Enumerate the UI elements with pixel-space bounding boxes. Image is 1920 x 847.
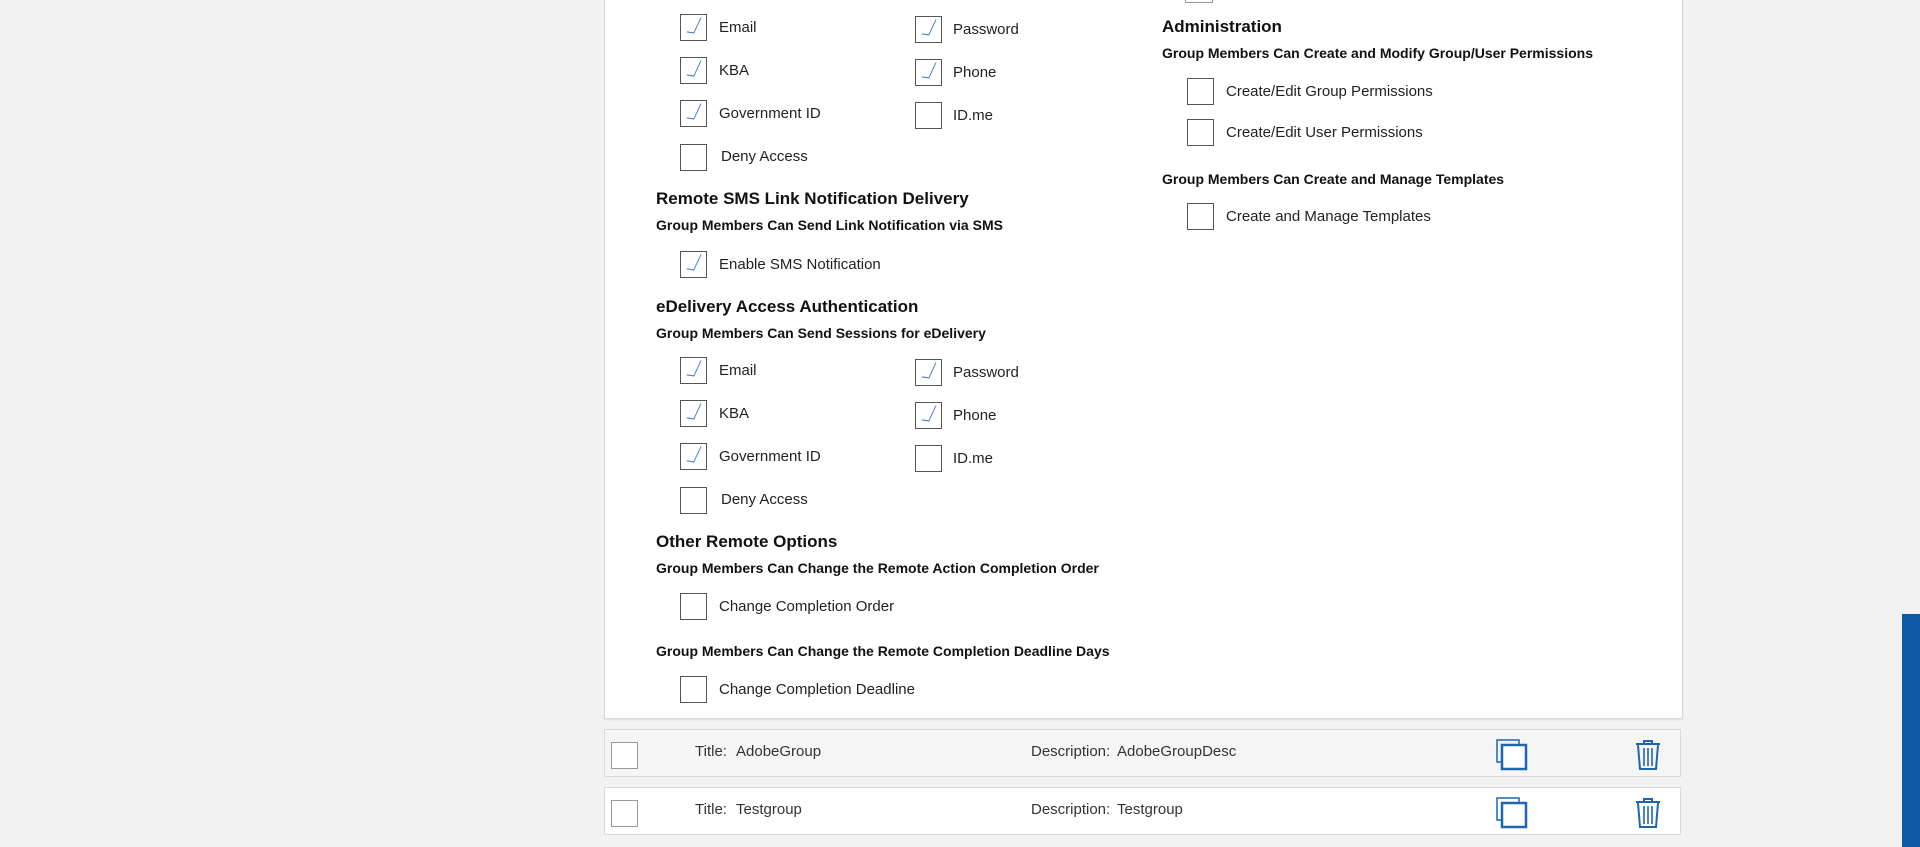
- checkbox-password[interactable]: [915, 16, 942, 43]
- group-description-label: Description:: [1031, 801, 1111, 818]
- checkbox-edelivery-government-id[interactable]: [680, 443, 707, 470]
- label-kba: KBA: [719, 62, 750, 79]
- trash-icon[interactable]: [1635, 739, 1661, 771]
- checkbox-edelivery-deny-access[interactable]: [680, 487, 707, 514]
- checkbox-enable-sms[interactable]: [680, 251, 707, 278]
- group-title: Testgroup: [736, 801, 802, 818]
- administration-heading: Administration: [1162, 17, 1282, 36]
- group-description-label: Description:: [1031, 743, 1111, 760]
- checkbox-email[interactable]: [680, 14, 707, 41]
- group-title-label: Title:: [695, 801, 727, 818]
- label-edelivery-kba: KBA: [719, 405, 750, 422]
- checkbox-partial-top[interactable]: [1185, 0, 1213, 3]
- group-description: AdobeGroupDesc: [1117, 743, 1237, 760]
- checkbox-change-completion-order[interactable]: [680, 593, 707, 620]
- permissions-subheading: Group Members Can Create and Modify Group/User Permissions: [1162, 45, 1593, 61]
- checkbox-edelivery-email[interactable]: [680, 357, 707, 384]
- edelivery-subheading: Group Members Can Send Sessions for eDelivery: [656, 325, 986, 341]
- checkbox-create-edit-user-permissions[interactable]: [1187, 119, 1214, 146]
- group-row-checkbox[interactable]: [611, 800, 638, 827]
- trash-icon[interactable]: [1635, 797, 1661, 829]
- checkbox-phone[interactable]: [915, 59, 942, 86]
- label-idme: ID.me: [953, 107, 994, 124]
- other-options-heading: Other Remote Options: [656, 532, 838, 551]
- checkbox-edelivery-kba[interactable]: [680, 400, 707, 427]
- templates-subheading: Group Members Can Create and Manage Templates: [1162, 171, 1505, 187]
- label-edelivery-government-id: Government ID: [719, 448, 821, 465]
- label-enable-sms: Enable SMS Notification: [719, 256, 881, 273]
- label-create-edit-group-permissions: Create/Edit Group Permissions: [1226, 83, 1433, 100]
- checkbox-create-manage-templates[interactable]: [1187, 203, 1214, 230]
- checkbox-change-completion-deadline[interactable]: [680, 676, 707, 703]
- label-phone: Phone: [953, 64, 997, 81]
- group-row-checkbox[interactable]: [611, 742, 638, 769]
- checkbox-idme[interactable]: [915, 102, 942, 129]
- checkbox-edelivery-phone[interactable]: [915, 402, 942, 429]
- label-edelivery-deny-access: Deny Access: [721, 491, 808, 508]
- checkbox-kba[interactable]: [680, 57, 707, 84]
- label-create-edit-user-permissions: Create/Edit User Permissions: [1226, 124, 1423, 141]
- group-row[interactable]: [604, 787, 1681, 835]
- label-edelivery-password: Password: [953, 364, 1019, 381]
- label-change-completion-deadline: Change Completion Deadline: [719, 681, 915, 698]
- group-row[interactable]: [604, 729, 1681, 777]
- label-government-id: Government ID: [719, 105, 821, 122]
- scrollbar-thumb[interactable]: [1902, 614, 1920, 847]
- checkbox-deny-access[interactable]: [680, 144, 707, 171]
- sms-heading: Remote SMS Link Notification Delivery: [656, 189, 969, 208]
- completion-order-subheading: Group Members Can Change the Remote Action Completion Order: [656, 560, 1099, 576]
- label-edelivery-email: Email: [719, 362, 757, 379]
- checkbox-edelivery-password[interactable]: [915, 359, 942, 386]
- edelivery-heading: eDelivery Access Authentication: [656, 297, 919, 316]
- group-title-label: Title:: [695, 743, 727, 760]
- label-deny-access: Deny Access: [721, 148, 808, 165]
- label-email: Email: [719, 19, 757, 36]
- checkbox-edelivery-idme[interactable]: [915, 445, 942, 472]
- label-edelivery-idme: ID.me: [953, 450, 994, 467]
- label-password: Password: [953, 21, 1019, 38]
- label-create-manage-templates: Create and Manage Templates: [1226, 208, 1431, 225]
- group-description: Testgroup: [1117, 801, 1183, 818]
- checkbox-create-edit-group-permissions[interactable]: [1187, 78, 1214, 105]
- checkbox-government-id[interactable]: [680, 100, 707, 127]
- copy-icon[interactable]: [1496, 797, 1528, 829]
- label-change-completion-order: Change Completion Order: [719, 598, 895, 615]
- group-title: AdobeGroup: [736, 743, 822, 760]
- copy-icon[interactable]: [1496, 739, 1528, 771]
- label-edelivery-phone: Phone: [953, 407, 997, 424]
- sms-subheading: Group Members Can Send Link Notification via SMS: [656, 217, 1003, 233]
- completion-deadline-subheading: Group Members Can Change the Remote Completion Deadline Days: [656, 643, 1110, 659]
